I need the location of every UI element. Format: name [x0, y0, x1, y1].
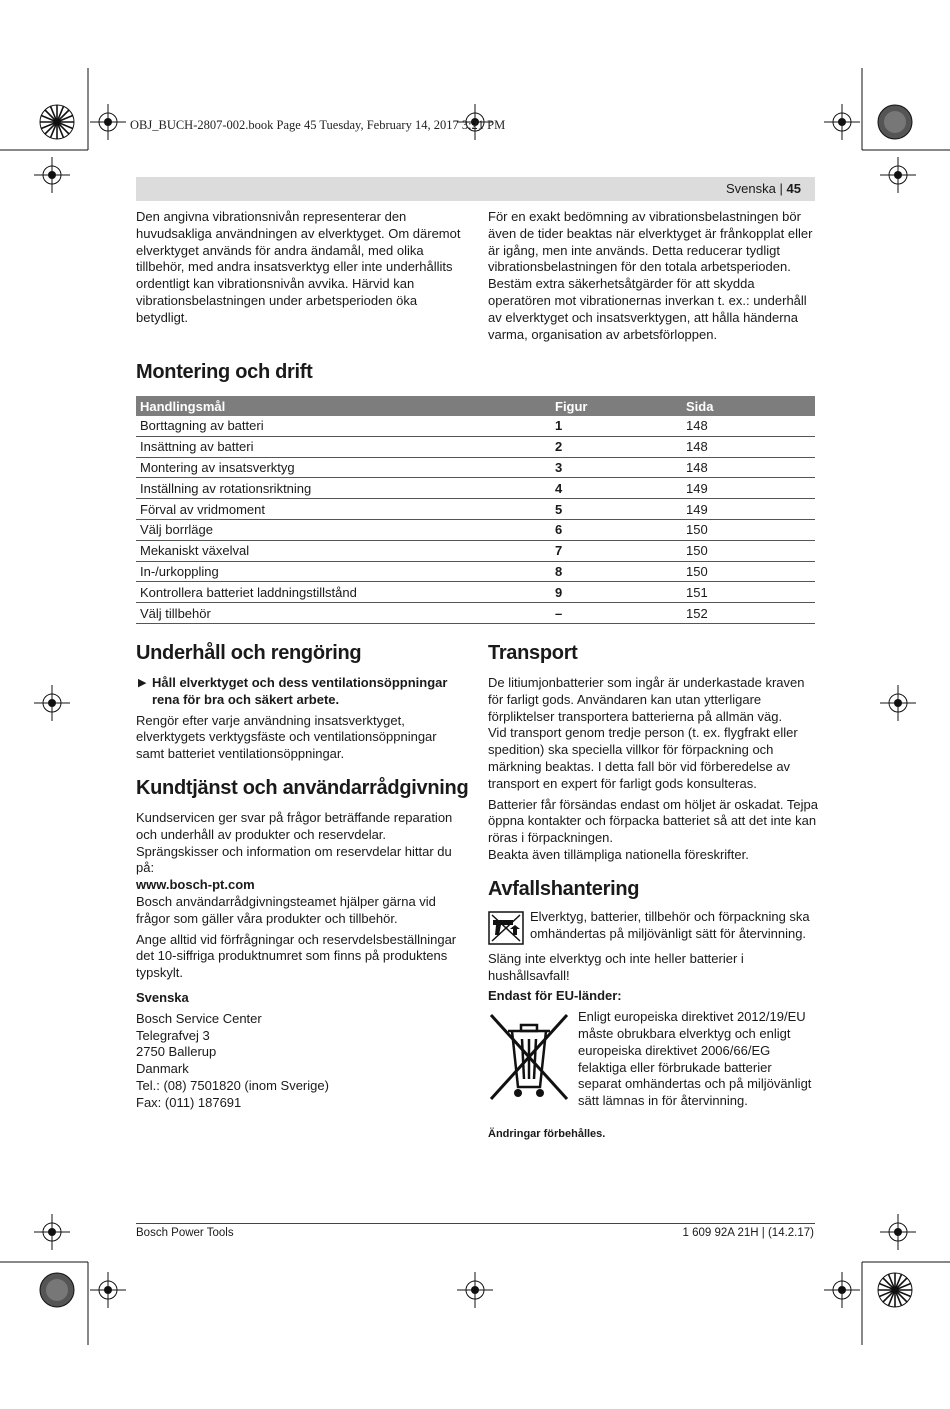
figure-cell: 8 [551, 561, 682, 582]
header-language: Svenska [726, 181, 776, 196]
column-header-figure: Figur [551, 396, 682, 416]
registration-mark-icon [824, 1272, 860, 1308]
registration-mark-icon [34, 1214, 70, 1250]
page-cell: 152 [682, 603, 815, 624]
color-target-icon [37, 102, 77, 142]
table-row [136, 603, 815, 624]
service-address [136, 1011, 466, 1112]
action-cell: Välj borrläge [136, 519, 551, 540]
registration-mark-icon [90, 104, 126, 140]
figure-cell: – [551, 603, 682, 624]
table-row [136, 457, 815, 478]
address-line: Tel.: (08) 7501820 (inom Sverige) [136, 1077, 329, 1093]
page-cell: 149 [682, 478, 815, 499]
figure-cell: 9 [551, 582, 682, 603]
footer-doc-number: 1 609 92A 21H | (14.2.17) [682, 1227, 814, 1239]
table-row [136, 582, 815, 603]
maintenance-text: Rengör efter varje användning insatsverktyget, elverktygets verktygsfäste och ventilationsöppningar samt batteriet ventilationsöppningar. [136, 712, 437, 762]
eu-text: Enligt europeiska direktivet 2012/19/EU måste obrukbara elverktyg och enligt europeiska direktivet 2006/66/EG felaktiga eller förbrukade batterier separat omhändertas och på miljövänligt sätt lämnas in för återvinning. [578, 1009, 812, 1109]
registration-mark-icon [880, 157, 916, 193]
crossed-bin-icon [488, 1009, 570, 1105]
action-cell: Inställning av rotationsriktning [136, 478, 551, 499]
page-cell: 150 [682, 561, 815, 582]
table-row [136, 499, 815, 520]
recycle-text: Elverktyg, batterier, tillbehör och förpackning ska omhändertas på miljövänligt sätt för återvinning. [530, 908, 810, 941]
color-target-icon [875, 1270, 915, 1310]
transport-body [488, 675, 818, 864]
changes-reserved: Ändringar förbehålles. [488, 1127, 606, 1140]
figure-cell: 2 [551, 436, 682, 457]
registration-mark-icon [34, 157, 70, 193]
tool-recycle-icon [488, 911, 524, 945]
page-cell: 150 [682, 519, 815, 540]
figure-cell: 3 [551, 457, 682, 478]
registration-mark-icon [34, 685, 70, 721]
maintenance-body [136, 675, 466, 763]
vibration-left-text [136, 209, 466, 331]
gray-target-icon [875, 102, 915, 142]
page-cell: 148 [682, 416, 815, 436]
header-separator: | [779, 181, 783, 196]
action-cell: Kontrollera batteriet laddningstillstånd [136, 582, 551, 603]
file-header: OBJ_BUCH-2807-002.book Page 45 Tuesday, February 14, 2017 3:21 PM [130, 118, 506, 132]
footer-brand: Bosch Power Tools [136, 1227, 234, 1239]
registration-mark-icon [880, 685, 916, 721]
left-column-lower [136, 642, 469, 1112]
action-cell: Mekaniskt växelval [136, 540, 551, 561]
section-heading-disposal: Avfallshantering [488, 877, 640, 900]
action-cell: Montering av insatsverktyg [136, 457, 551, 478]
page-cell: 149 [682, 499, 815, 520]
maintenance-warning-text: Håll elverktyget och dess ventilationsöppningar rena för bra och säkert arbete. [152, 675, 448, 707]
address-line: Telegrafvej 3 [136, 1027, 210, 1043]
table-row [136, 478, 815, 499]
service-text-3: Ange alltid vid förfrågningar och reservdelsbeställningar det 10-siffriga produktnumret som finns på produktens typskylt. [136, 931, 457, 981]
figure-cell: 7 [551, 540, 682, 561]
eu-label: Endast för EU-länder: [488, 988, 622, 1004]
figure-cell: 6 [551, 519, 682, 540]
figure-cell: 4 [551, 478, 682, 499]
address-line: Bosch Service Center [136, 1010, 262, 1026]
action-cell: In-/urkoppling [136, 561, 551, 582]
service-text-2: Bosch användarrådgivningsteamet hjälper gärna vid frågor som gäller våra produkter och tillbehör. [136, 893, 436, 926]
column-header-page: Sida [682, 396, 815, 416]
household-warning: Släng inte elverktyg och inte heller batterier i hushållsavfall! [488, 950, 744, 983]
section-heading-maintenance: Underhåll och rengöring [136, 642, 362, 664]
transport-paragraph: De litiumjonbatterier som ingår är underkastade kraven för farligt gods. Användaren kan utan ytterligare förpliktelser transportera batterierna på allmän väg. [488, 675, 805, 724]
action-cell: Borttagning av batteri [136, 416, 551, 436]
recycle-row [488, 909, 818, 945]
section-heading-transport: Transport [488, 642, 578, 664]
table-row [136, 436, 815, 457]
service-url: www.bosch-pt.com [136, 877, 255, 893]
maintenance-warning [136, 675, 466, 709]
service-country: Svenska [136, 989, 189, 1005]
page-number: 45 [786, 181, 801, 196]
action-cell: Välj tillbehör [136, 603, 551, 624]
transport-paragraph: Beakta även tillämpliga nationella föreskrifter. [488, 846, 749, 862]
transport-paragraph: Vid transport genom tredje person (t. ex. flygfrakt eller spedition) ska speciella villkor för förpackning och märkning beaktas. I detta fall bör vid förberedelse av transport en expert för farligt gods konsulteras. [488, 725, 798, 791]
section-heading-service: Kundtjänst och användarrådgivning [136, 776, 469, 799]
table-row [136, 416, 815, 436]
figure-cell: 5 [551, 499, 682, 520]
section-heading-mounting: Montering och drift [136, 361, 313, 383]
column-header-action: Handlingsmål [136, 396, 551, 416]
table-row [136, 561, 815, 582]
gray-target-icon [37, 1270, 77, 1310]
page-cell: 148 [682, 457, 815, 478]
action-cell: Insättning av batteri [136, 436, 551, 457]
page-cell: 148 [682, 436, 815, 457]
address-line: 2750 Ballerup [136, 1044, 217, 1060]
vibration-right-paragraph-1: För en exakt bedömning av vibrationsbelastningen bör även de tider beaktas när elverktyget är frånkopplat eller är igång, men inte används. Detta reducerar tydligt vibrationsbelastningen för den totala arbetsperioden. [488, 209, 813, 275]
service-text-1: Kundservicen ger svar på frågor beträffande reparation och underhåll av produkter och reservdelar. Sprängskisser och information om reservdelar hittar du på: [136, 809, 453, 876]
table-header-row [136, 396, 815, 416]
address-line: Fax: (011) 187691 [136, 1094, 242, 1110]
vibration-left-paragraph: Den angivna vibrationsnivån representerar den huvudsakliga användningen av elverktyget. Om däremot elverktyget används för andra ändamål, med olika tillbehör, med andra insatsverktyg eller inte underhållits ordentligt kan vibrationsnivån avvika. Härvid kan vibrationsbelastningen under arbetsperioden öka betydligt. [136, 209, 461, 325]
figure-cell: 1 [551, 416, 682, 436]
eu-row [488, 1009, 818, 1110]
transport-paragraph: Batterier får försändas endast om höljet är oskadat. Tejpa öppna kontakter och förpacka batteriet så att det inte kan röras i förpackningen. [488, 796, 819, 846]
table-row [136, 540, 815, 561]
disposal-body [488, 909, 818, 1143]
footer-divider [136, 1223, 815, 1224]
page-cell: 151 [682, 582, 815, 603]
address-line: Danmark [136, 1061, 189, 1077]
action-cell: Förval av vridmoment [136, 499, 551, 520]
bullet-triangle-icon: ▶ [138, 677, 147, 689]
page-cell: 150 [682, 540, 815, 561]
mounting-table [136, 396, 815, 624]
service-body [136, 810, 466, 1112]
registration-mark-icon [457, 1272, 493, 1308]
page-header-bar [136, 177, 815, 201]
table-row [136, 519, 815, 540]
registration-mark-icon [880, 1214, 916, 1250]
vibration-right-text [488, 209, 818, 347]
vibration-right-paragraph-2: Bestäm extra säkerhetsåtgärder för att skydda operatören mot vibrationernas inverkan t. ex.: underhåll av elverktyget och insatsverktygen, att hålla händerna varma, organisation av arbetsförloppen. [488, 276, 807, 342]
page-header [726, 181, 801, 196]
right-column-lower [488, 642, 818, 1147]
registration-mark-icon [90, 1272, 126, 1308]
registration-mark-icon [824, 104, 860, 140]
